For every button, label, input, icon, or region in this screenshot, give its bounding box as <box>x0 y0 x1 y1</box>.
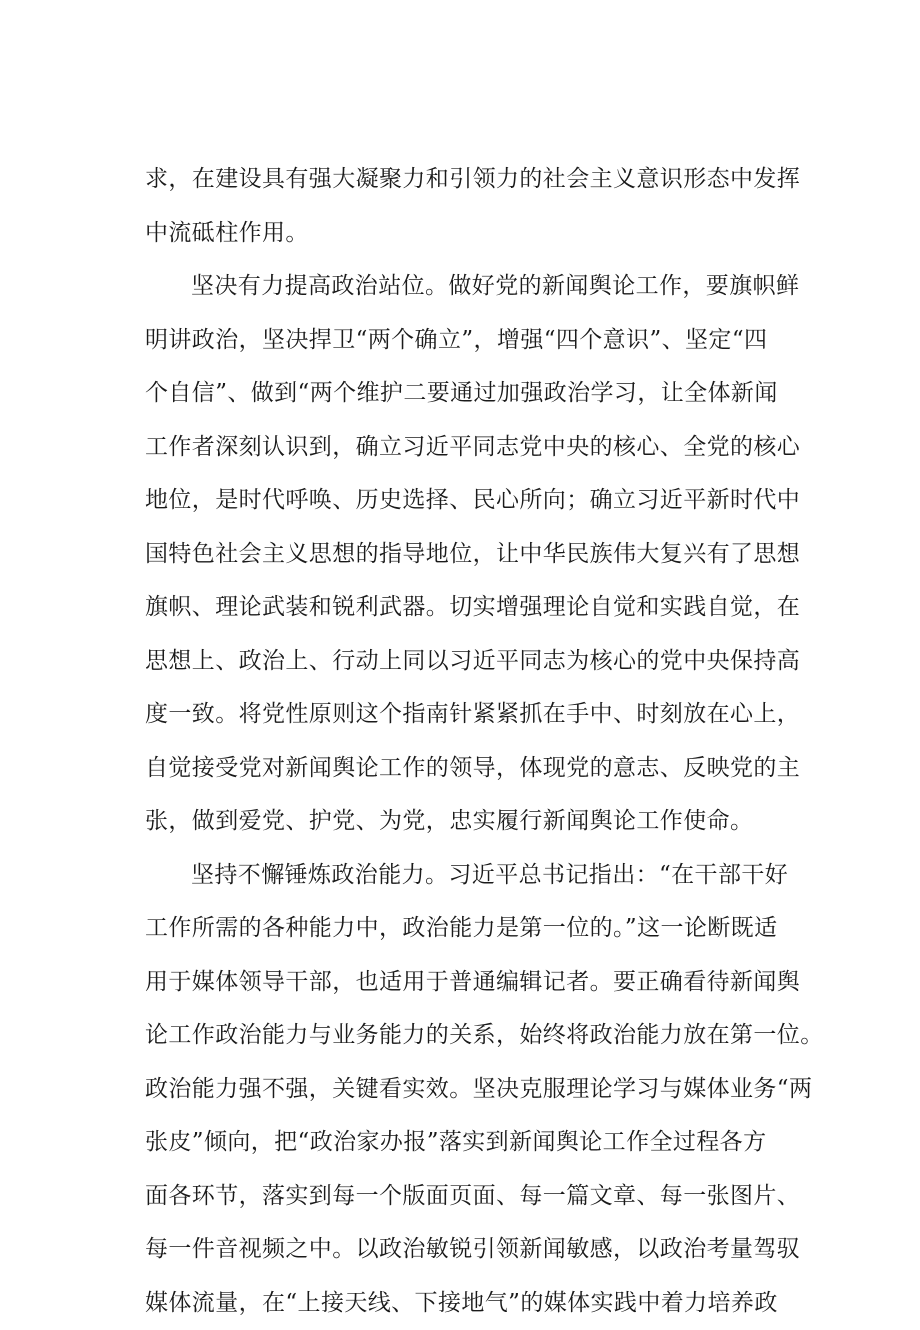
text-line: 媒体流量，在“上接天线、下接地气”的媒体实践中着力培养政 <box>145 1277 810 1330</box>
text-line: 张皮”倾向，把“政治家办报”落实到新闻舆论工作全过程各方 <box>145 1116 810 1170</box>
text-line: 工作所需的各种能力中，政治能力是第一位的。”这一论断既适 <box>145 902 810 956</box>
text-line: 工作者深刻认识到，确立习近平同志党中央的核心、全党的核心 <box>145 421 810 475</box>
text-line: 论工作政治能力与业务能力的关系，始终将政治能力放在第一位。 <box>145 1009 810 1063</box>
paragraph-start-line: 坚决有力提高政治站位。做好党的新闻舆论工作，要旗帜鲜 <box>145 260 810 314</box>
text-line: 每一件音视频之中。以政治敏锐引领新闻敏感，以政治考量驾驭 <box>145 1223 810 1277</box>
text-line: 政治能力强不强，关键看实效。坚决克服理论学习与媒体业务“两 <box>145 1063 810 1117</box>
text-line: 面各环节，落实到每一个版面页面、每一篇文章、每一张图片、 <box>145 1170 810 1224</box>
text-line: 度一致。将党性原则这个指南针紧紧抓在手中、时刻放在心上， <box>145 688 810 742</box>
paragraph-start-line: 坚持不懈锤炼政治能力。习近平总书记指出：“在干部干好 <box>145 849 810 903</box>
text-line: 地位，是时代呼唤、历史选择、民心所向；确立习近平新时代中 <box>145 474 810 528</box>
text-line: 思想上、政治上、行动上同以习近平同志为核心的党中央保持高 <box>145 635 810 689</box>
text-line: 中流砥柱作用。 <box>145 207 810 261</box>
text-line: 旗帜、理论武装和锐利武器。切实增强理论自觉和实践自觉，在 <box>145 581 810 635</box>
text-line: 求，在建设具有强大凝聚力和引领力的社会主义意识形态中发挥 <box>145 153 810 207</box>
text-line: 自觉接受党对新闻舆论工作的领导，体现党的意志、反映党的主 <box>145 742 810 796</box>
text-line: 张，做到爱党、护党、为党，忠实履行新闻舆论工作使命。 <box>145 795 810 849</box>
text-line: 用于媒体领导干部，也适用于普通编辑记者。要正确看待新闻舆 <box>145 956 810 1010</box>
text-line: 个自信”、做到“两个维护二要通过加强政治学习，让全体新闻 <box>145 367 810 421</box>
document-page <box>145 153 810 1330</box>
text-line: 国特色社会主义思想的指导地位，让中华民族伟大复兴有了思想 <box>145 528 810 582</box>
text-line: 明讲政治，坚决捍卫“两个确立”，增强“四个意识”、坚定“四 <box>145 314 810 368</box>
